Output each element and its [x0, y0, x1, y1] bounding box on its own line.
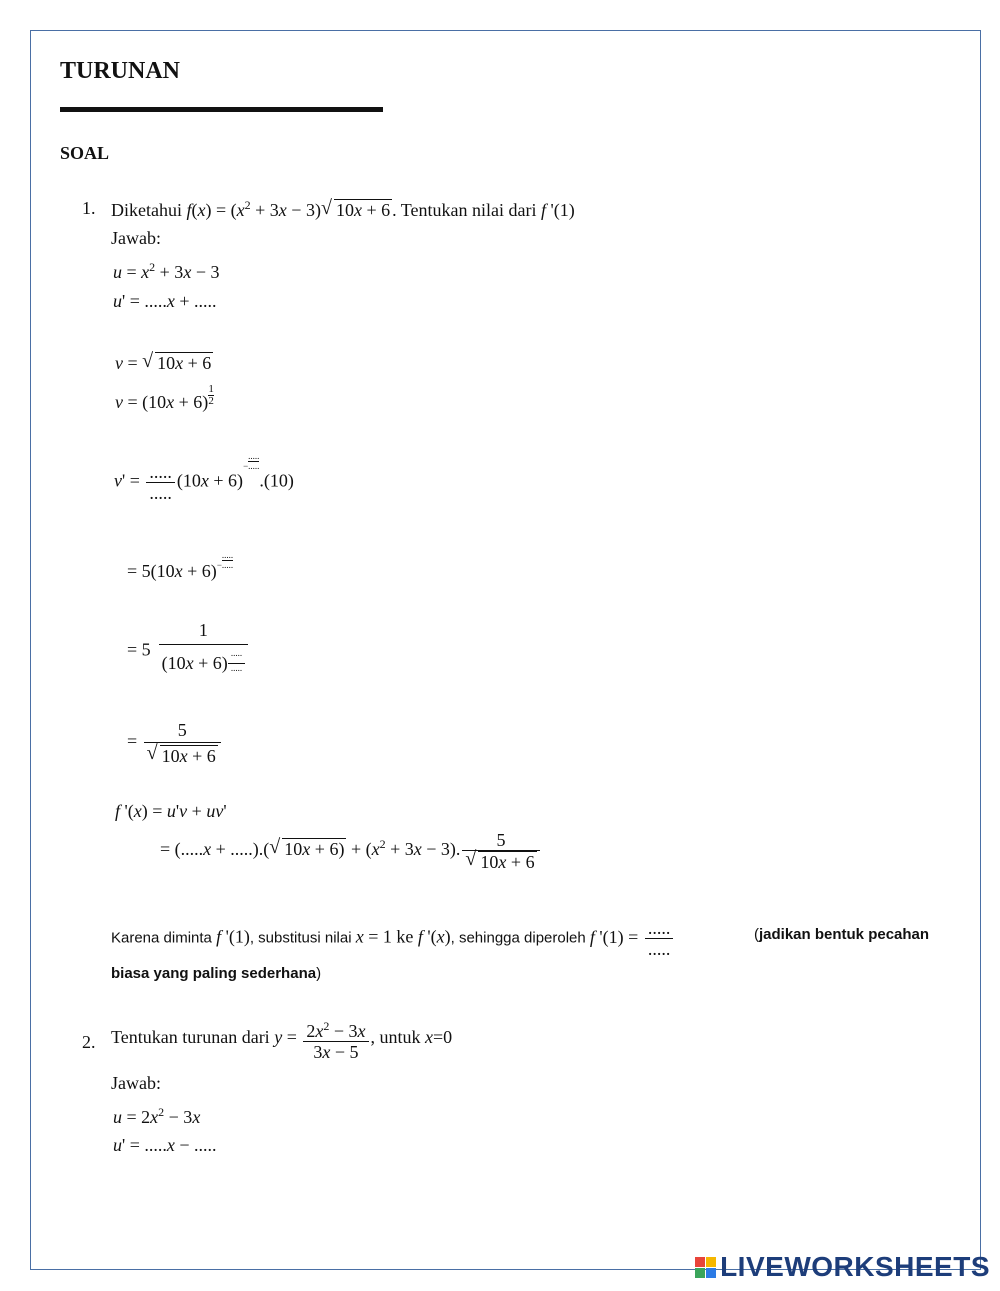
- q1-step2: = 5 1 (10x + 6) ..... .....: [127, 620, 250, 683]
- q1-function: $f(x) = (x^2 + 3x - 3)√$ 10x + 6: [186, 200, 392, 220]
- q1-task: . Tentukan nilai dari: [392, 200, 537, 220]
- q1-conclusion-d: , sehingga diperoleh: [450, 929, 586, 947]
- q1-note-line2: [111, 965, 321, 982]
- q1-target: f '(1): [540, 200, 575, 220]
- q2-number: 2.: [82, 1032, 96, 1052]
- q1-v1: v = √ 10x + 6: [115, 352, 213, 374]
- q1-product-rule: f '(x) = u'v + uv': [115, 801, 227, 821]
- q1-conclusion: Karena diminta f '(1), substitusi nilai x = 1 ke f '(x), sehingga diperoleh f '(1) = $\frac{.....}{.....}$: [111, 918, 675, 959]
- q1-paren-open: (: [754, 926, 759, 943]
- q1-u: $u = x^2 + 3x - 3$: [113, 260, 220, 282]
- q1-u-prime: u' = .....x + .....: [113, 291, 217, 311]
- q1-intro: Diketahui: [111, 200, 182, 220]
- section-heading: SOAL: [60, 143, 110, 163]
- q1-v2: v = (10x + 6) $\frac{1}{2}$: [115, 383, 214, 412]
- title-underline: [60, 107, 383, 112]
- q2-function: y = $\frac{2x^2 - 3x}{3x - 5}$: [274, 1027, 370, 1047]
- q2-condition: , untuk x=0: [370, 1027, 453, 1048]
- logo-text: LIVEWORKSHEETS: [720, 1251, 990, 1282]
- q2-intro: Tentukan turunan dari: [111, 1027, 270, 1048]
- q2-jawab: Jawab:: [111, 1073, 161, 1093]
- liveworksheets-logo[interactable]: [695, 1251, 990, 1283]
- q1-step1: = 5(10x + 6)− ..... .....: [127, 550, 234, 581]
- q1-statement: [111, 198, 575, 221]
- q1-note-bold-1: jadikan bentuk pecahan: [759, 926, 930, 943]
- q1-note-line1: [754, 926, 929, 943]
- q1-paren-close: ): [316, 965, 322, 982]
- q1-conclusion-a: Karena diminta: [111, 929, 212, 947]
- q2-statement: [111, 1016, 452, 1062]
- document-title: TURUNAN: [60, 58, 180, 84]
- q1-product-rule-sub: = (.....x + .....).(√ $10x + 6) + (x^2 + 3x - 3)$. 5 √ 10x + 6: [160, 830, 542, 872]
- q2-u: $u = 2x^2 - 3x$: [113, 1105, 201, 1127]
- q1-jawab: Jawab:: [111, 228, 161, 248]
- q1-note-bold-2: biasa yang paling sederhana: [111, 965, 317, 982]
- q1-number: 1.: [82, 198, 96, 218]
- liveworksheets-logo-icon: [695, 1257, 716, 1278]
- q1-v-prime: v' = $\frac{.....}{.....}$ (10x + 6)− ..... ......(10): [114, 451, 294, 503]
- q2-u-prime: u' = .....x − .....: [113, 1135, 217, 1155]
- q1-step3: = 5 √ 10x + 6: [127, 720, 223, 766]
- q1-conclusion-b: , substitusi nilai: [249, 929, 352, 947]
